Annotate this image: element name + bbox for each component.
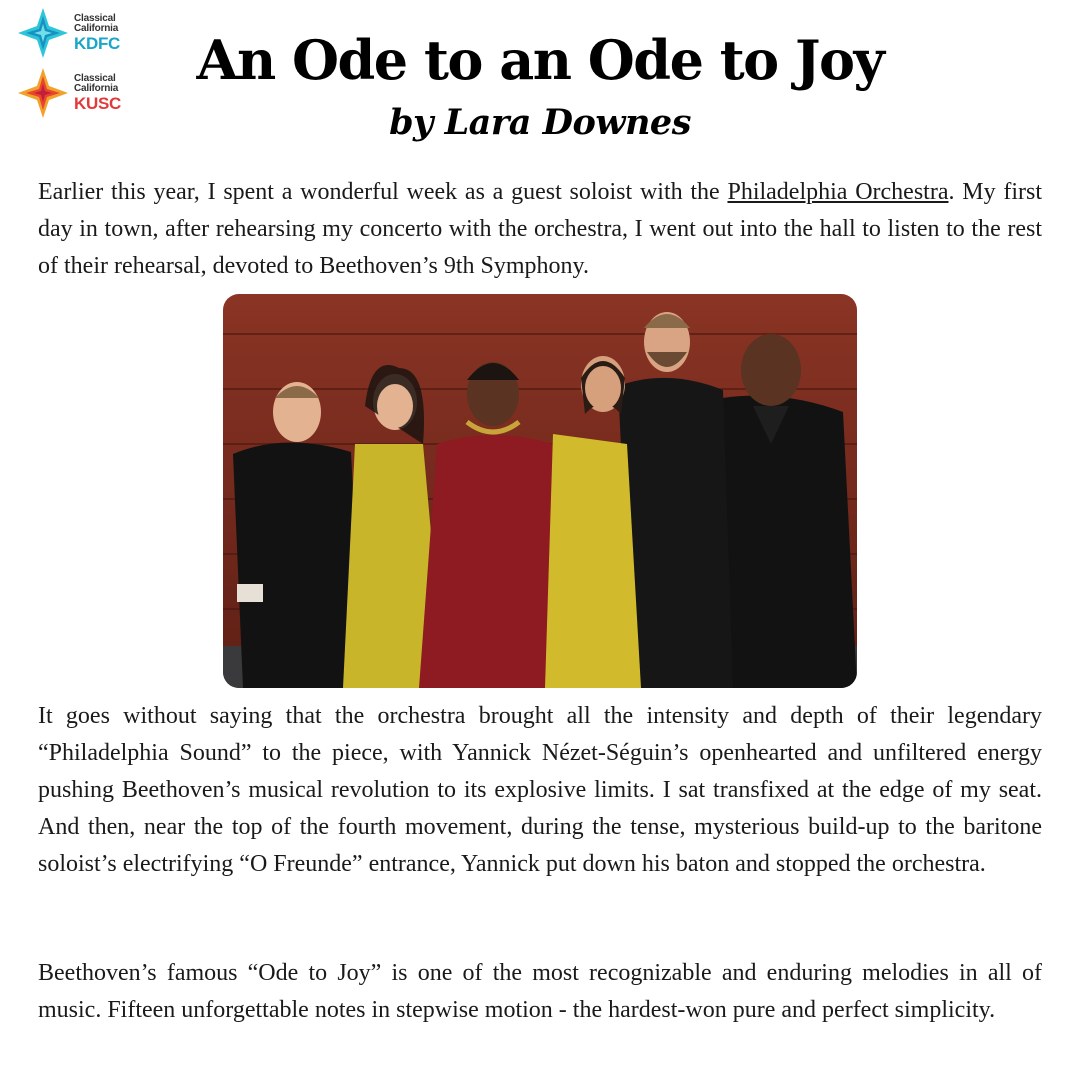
article-title: An Ode to an Ode to Joy	[196, 28, 884, 92]
kdfc-line2: California	[74, 23, 119, 34]
kdfc-call-sign: KDFC	[74, 34, 121, 53]
paragraph-2: It goes without saying that the orchestra brought all the intensity and depth of their legendary “Philadelphia Sound” to the piece, with Yannick Nézet-Séguin’s openhearted and unfiltered energy pushing Beethoven’s musical revolution to its explosive limits. I sat transfixed at the edge of my seat. And then, near the top of the fourth movement, during the tense, mysterious build-up to the baritone soloist’s electrifying “O Freunde” entrance, Yannick put down his baton and stopped the orchestra.	[38, 703, 1042, 877]
paragraph-1-intro: Earlier this year, I spent a wonderful week as a guest soloist with the	[38, 179, 728, 205]
kusc-line1: Classical	[74, 73, 116, 84]
kdfc-line1: Classical	[74, 13, 116, 24]
group-photo-illustration	[223, 294, 857, 688]
kusc-call-sign: KUSC	[74, 94, 121, 113]
paragraph-3: Beethoven’s famous “Ode to Joy” is one of the most recognizable and enduring melodies in all of music. Fifteen unforgettable notes in stepwise motion - the hardest-won pure and perfect simplicity.	[38, 960, 1042, 1023]
paragraph-1-rest: . My first day in town, after rehearsing my concerto with the orchestra, I went out into the hall to listen to the rest of their rehearsal, devoted to Beethoven’s 9th Symphony.	[38, 179, 1042, 279]
paragraph-1	[38, 174, 1042, 285]
kusc-line2: California	[74, 83, 119, 94]
article-byline: by Lara Downes	[389, 102, 691, 143]
philadelphia-orchestra-link[interactable]: Philadelphia Orchestra	[727, 179, 949, 205]
group-photo	[223, 294, 857, 688]
